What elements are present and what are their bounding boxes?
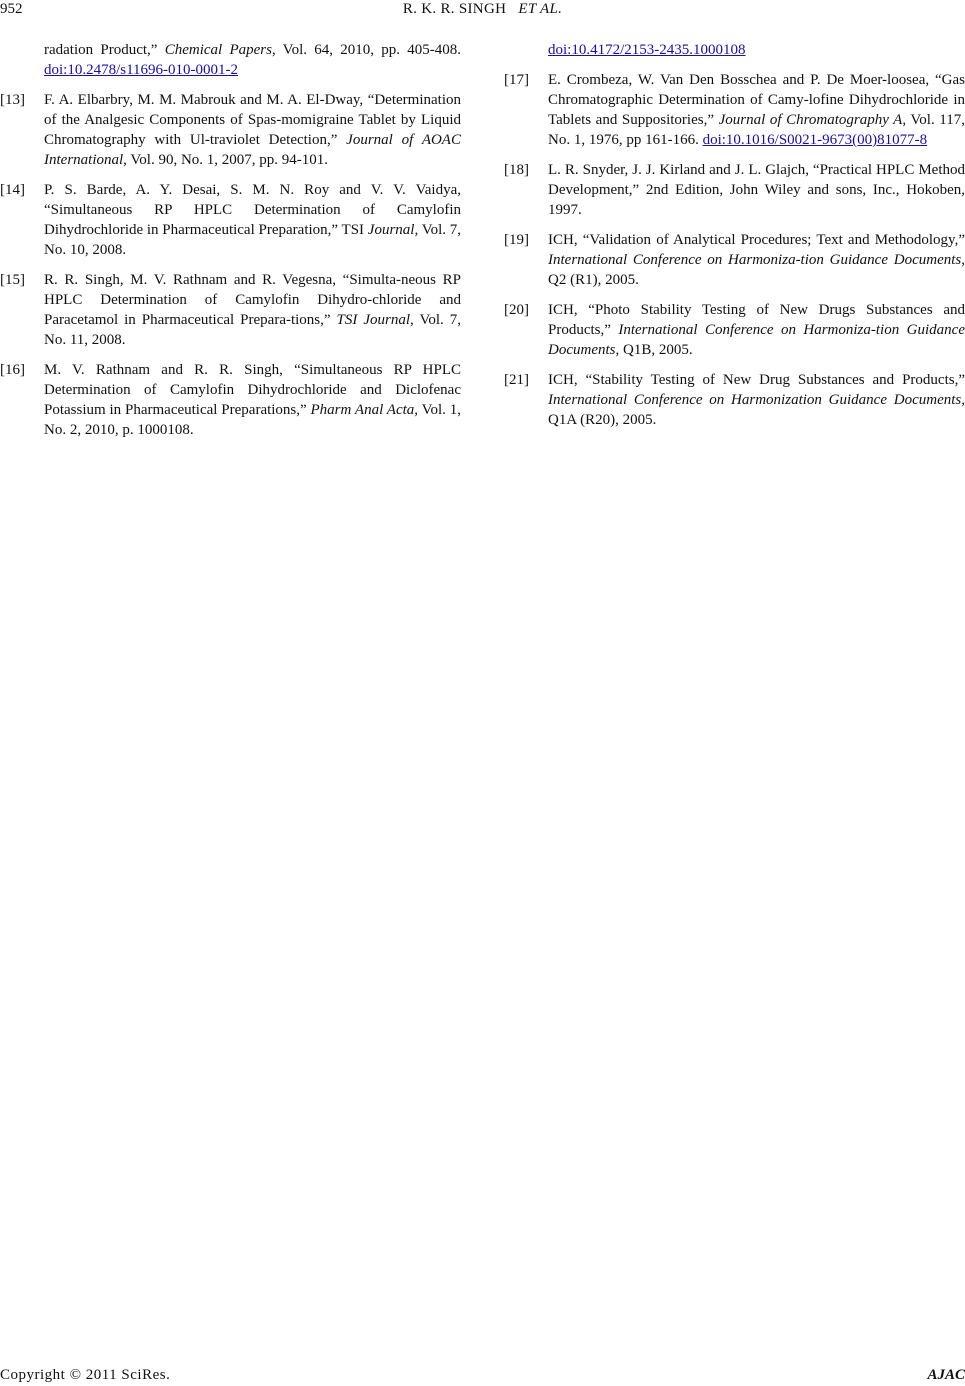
reference-16 (0, 360, 461, 440)
ref-journal: Pharm Anal Acta (310, 402, 415, 418)
ref-number: [16] (0, 362, 25, 378)
ref-tail: , Vol. 90, No. 1, 2007, pp. 94-101. (123, 152, 329, 168)
ref-journal: Journal of AOAC International (44, 132, 461, 168)
ref-journal: Journal of Chromatography A (718, 112, 903, 128)
ref-number: [20] (504, 302, 529, 318)
ref-journal: International Conference on Harmonization Guidance Documents (548, 392, 962, 408)
left-column (0, 40, 461, 450)
doi-link[interactable]: doi:10.4172/2153-2435.1000108 (548, 42, 746, 58)
reference-continuation (504, 40, 965, 60)
reference-15 (0, 270, 461, 350)
ref-journal: International Conference on Harmoniza-tion Guidance Documents (548, 252, 962, 268)
ref-text: radation Product,” (44, 42, 165, 58)
ref-text: ICH, “Stability Testing of New Drug Substances and Products,” (548, 372, 965, 388)
reference-19 (504, 230, 965, 290)
ref-text: ICH, “Photo Stability Testing of New Drugs Substances and Products,” (548, 302, 965, 338)
reference-17 (504, 70, 965, 150)
ref-number: [21] (504, 372, 529, 388)
ref-text: P. S. Barde, A. Y. Desai, S. M. N. Roy and V. V. Vaidya, “Simultaneous RP HPLC Determination of Camylofin Dihydrochloride in Pharmaceutical Preparation,” TSI (44, 182, 461, 238)
doi-link[interactable]: doi:10.2478/s11696-010-0001-2 (44, 62, 239, 78)
running-head-etal: ET AL. (518, 1, 563, 17)
reference-13 (0, 90, 461, 170)
ref-tail: , Vol. 7, No. 10, 2008. (44, 222, 462, 258)
reference-20 (504, 300, 965, 360)
ref-text: F. A. Elbarbry, M. M. Mabrouk and M. A. El-Dway, “Determination of the Analgesic Components of Spas-momigraine Tablet by Liquid Chromatography with Ul-traviolet Detection,” (44, 92, 461, 148)
footer-copyright: Copyright © 2011 SciRes. (0, 1367, 171, 1383)
page-number: 952 (0, 1, 23, 17)
ref-tail: , Vol. 1, No. 2, 2010, p. 1000108. (44, 402, 462, 438)
footer-journal-abbrev: AJAC (927, 1367, 965, 1383)
ref-number: [19] (504, 232, 529, 248)
ref-journal: International Conference on Harmoniza-tion Guidance Documents (548, 322, 965, 358)
running-head-authors: R. K. R. SINGH (402, 1, 507, 17)
reference-continuation (0, 40, 461, 80)
ref-tail: , Q1A (R20), 2005. (548, 392, 965, 428)
ref-tail: , Vol. 117, No. 1, 1976, pp 161-166. (548, 112, 965, 148)
reference-14 (0, 180, 461, 260)
ref-journal: TSI Journal (336, 312, 411, 328)
ref-text: R. R. Singh, M. V. Rathnam and R. Vegesna, “Simulta-neous RP HPLC Determination of Camylofin Dihydro-chloride and Paracetamol in Pharmaceutical Prepara-tions,” (44, 272, 461, 328)
ref-number: [13] (0, 92, 25, 108)
ref-journal: Chemical Papers (164, 42, 272, 58)
ref-text: E. Crombeza, W. Van Den Bosschea and P. De Moer-loosea, “Gas Chromatographic Determination of Camy-lofine Dihydrochloride in Tablets and Suppositories,” (548, 72, 965, 128)
right-column (504, 40, 965, 440)
ref-number: [17] (504, 72, 529, 88)
ref-journal: Journal (367, 222, 415, 238)
ref-text: L. R. Snyder, J. J. Kirland and J. L. Glajch, “Practical HPLC Method Development,” 2nd Edition, John Wiley and sons, Inc., Hokoben, 1997. (548, 162, 965, 218)
ref-text: M. V. Rathnam and R. R. Singh, “Simultaneous RP HPLC Determination of Camylofin Dihydrochloride and Diclofenac Potassium in Pharmaceutical Preparations,” (44, 362, 461, 418)
ref-text: ICH, “Validation of Analytical Procedures; Text and Methodology,” (548, 232, 965, 248)
ref-number: [18] (504, 162, 529, 178)
ref-tail: , Q1B, 2005. (615, 342, 693, 358)
doi-link[interactable]: doi:10.1016/S0021-9673(00)81077-8 (702, 132, 928, 148)
ref-number: [15] (0, 272, 25, 288)
ref-tail: , Vol. 64, 2010, pp. 405-408. (271, 42, 461, 58)
ref-tail: , Vol. 7, No. 11, 2008. (44, 312, 462, 348)
ref-tail: , Q2 (R1), 2005. (548, 252, 965, 288)
reference-21 (504, 370, 965, 430)
ref-number: [14] (0, 182, 25, 198)
running-head (0, 1, 965, 18)
reference-18 (504, 160, 965, 220)
